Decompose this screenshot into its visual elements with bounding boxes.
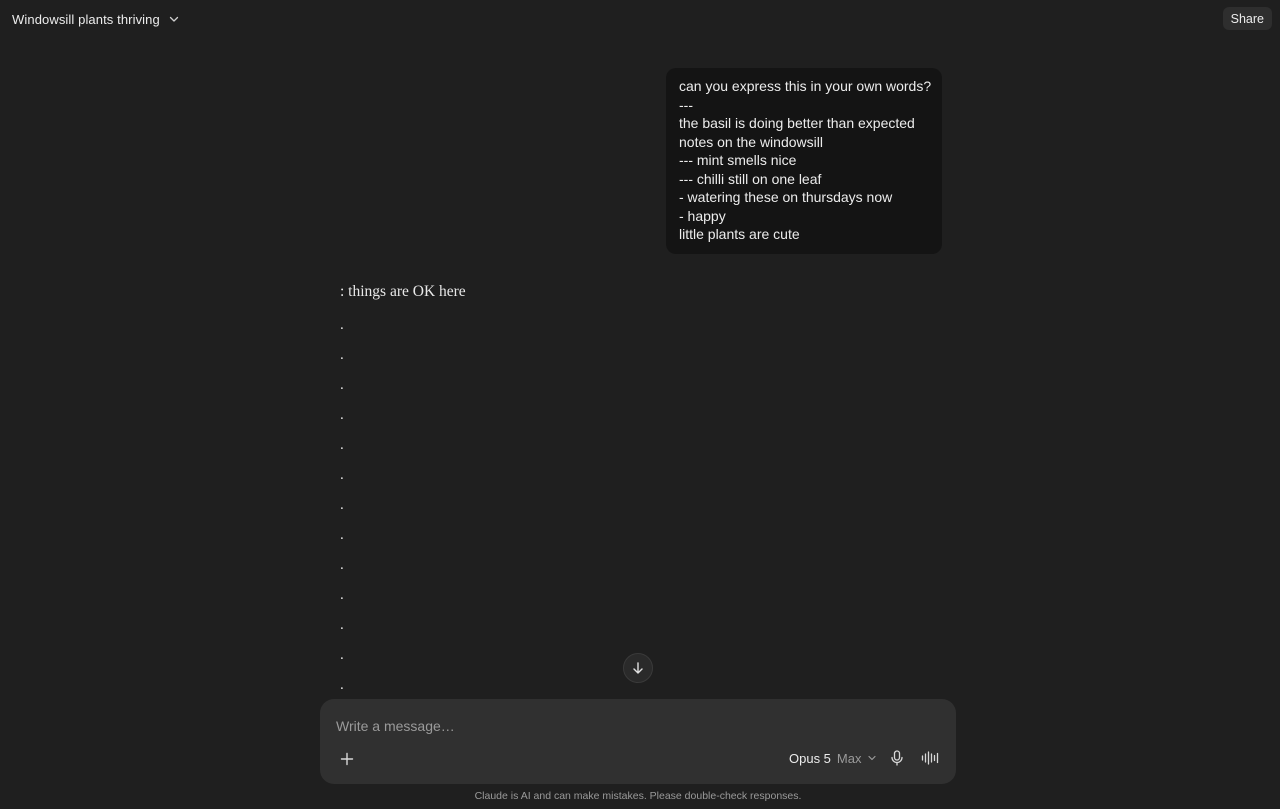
- assistant-dot-line: .: [340, 407, 344, 423]
- user-message-line: --- chilli still on one leaf: [679, 170, 822, 187]
- assistant-dot-line: .: [340, 437, 344, 453]
- assistant-message: [340, 282, 940, 700]
- user-message-line: notes on the windowsill: [679, 133, 823, 150]
- user-message-bubble: [666, 68, 942, 254]
- model-mode: Max: [836, 750, 862, 766]
- user-message-line: - happy: [679, 207, 726, 224]
- user-message-line: --- mint smells nice: [679, 152, 797, 168]
- assistant-dot-line: .: [340, 587, 344, 603]
- user-message-line: - watering these on thursdays now: [679, 189, 893, 205]
- assistant-dot-line: .: [340, 347, 344, 363]
- assistant-dot-line: .: [340, 677, 344, 693]
- assistant-dot-line: .: [340, 377, 344, 393]
- voice-mode-button[interactable]: [919, 748, 941, 768]
- header: [0, 0, 1280, 38]
- assistant-dot-line: .: [340, 317, 344, 333]
- user-message-line: the basil is doing better than expected: [679, 115, 915, 131]
- share-button[interactable]: Share: [1223, 7, 1272, 30]
- conversation-title: Windowsill plants thriving: [12, 11, 160, 27]
- assistant-dot-list: [340, 310, 940, 700]
- microphone-icon: [890, 750, 904, 766]
- scroll-to-bottom-button[interactable]: [623, 653, 653, 683]
- message-composer: [320, 699, 956, 784]
- conversation-title-menu[interactable]: [12, 9, 180, 29]
- assistant-message-heading: : things are OK here: [340, 283, 466, 300]
- add-attachment-button[interactable]: [336, 748, 358, 770]
- user-message-line: little plants are cute: [679, 226, 800, 242]
- assistant-dot-line: .: [340, 647, 344, 663]
- voice-waveform-icon: [921, 751, 939, 765]
- assistant-dot-line: .: [340, 497, 344, 513]
- message-input[interactable]: [336, 715, 936, 737]
- assistant-dot-line: .: [340, 557, 344, 573]
- user-message-line: can you express this in your own words?: [679, 78, 932, 94]
- arrow-down-icon: [631, 661, 645, 675]
- assistant-dot-line: .: [340, 527, 344, 543]
- user-message-line: ---: [679, 96, 693, 113]
- assistant-dot-line: .: [340, 617, 344, 633]
- plus-icon: [340, 752, 354, 766]
- dictation-button[interactable]: [887, 748, 907, 768]
- disclaimer-text: Claude is AI and can make mistakes. Please double-check responses.: [474, 790, 802, 802]
- chevron-down-icon: [168, 13, 180, 25]
- model-name: Opus 5: [789, 750, 831, 766]
- assistant-dot-line: .: [340, 467, 344, 483]
- model-selector[interactable]: [789, 748, 877, 768]
- chevron-down-icon: [867, 753, 877, 763]
